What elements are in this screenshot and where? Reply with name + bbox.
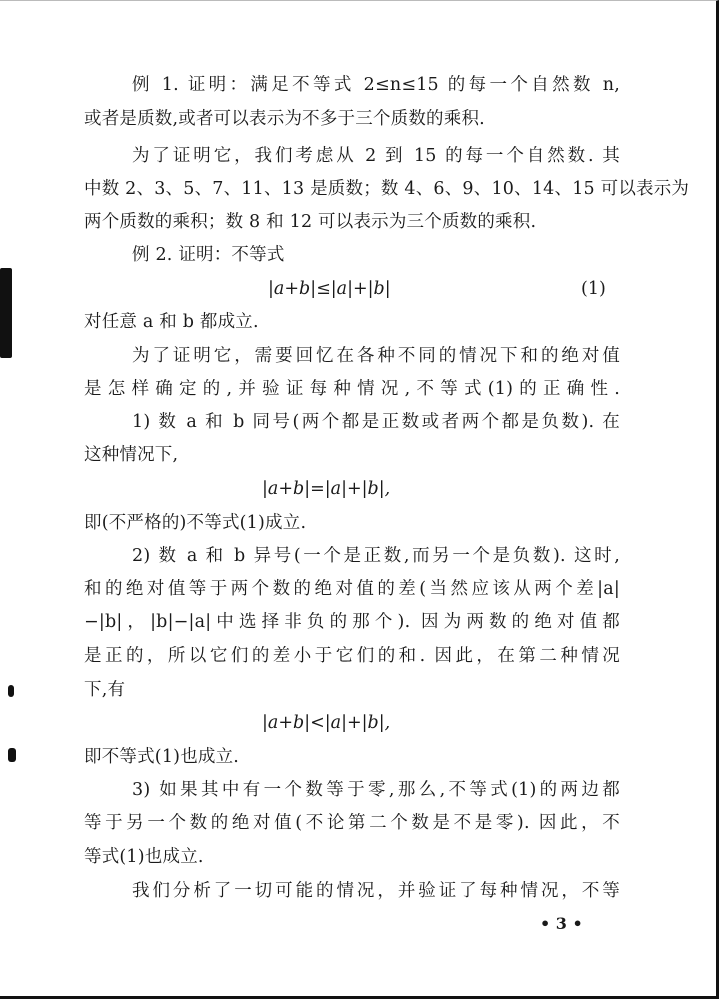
example-1-line: 例 1. 证明：满足不等式 2≤n≤15 的每一个自然数 n, xyxy=(132,75,620,95)
equality-formula: |a+b|=|a|+|b|, xyxy=(262,479,391,499)
text-line: 或者是质数,或者可以表示为不多于三个质数的乘积. xyxy=(84,109,485,129)
text-line: 即(不严格的)不等式(1)成立. xyxy=(84,513,307,533)
text-line: 是怎样确定的,并验证每种情况,不等式(1)的正确性. xyxy=(84,379,620,399)
scan-speck xyxy=(8,685,14,697)
case-3-line: 3) 如果其中有一个数等于零,那么,不等式(1)的两边都 xyxy=(132,780,620,800)
text-line: −|b|，|b|−|a|中选择非负的那个). 因为两数的绝对值都 xyxy=(84,612,620,632)
scan-mark-left xyxy=(0,268,12,358)
text-line: 中数 2、3、5、7、11、13 是质数；数 4、6、9、10、14、15 可以表示为 xyxy=(84,179,690,199)
example-2-line: 例 2. 证明：不等式 xyxy=(132,245,285,265)
text-line: 为了证明它，需要回忆在各种不同的情况下和的绝对值 xyxy=(132,346,620,366)
text-line: 等式(1)也成立. xyxy=(84,847,204,867)
scan-speck xyxy=(8,748,16,762)
text-line: 等于另一个数的绝对值(不论第二个数是不是零). 因此，不 xyxy=(84,813,620,833)
text-line: 下,有 xyxy=(84,680,126,700)
case-1-line: 1) 数 a 和 b 同号(两个都是正数或者两个都是负数). 在 xyxy=(132,412,620,432)
inequality-formula: |a+b|≤|a|+|b| xyxy=(268,279,391,299)
case-2-line: 2) 数 a 和 b 异号(一个是正数,而另一个是负数). 这时, xyxy=(132,546,620,566)
text-line: 我们分析了一切可能的情况，并验证了每种情况，不等 xyxy=(132,881,620,901)
page-number: • 3 • xyxy=(540,914,583,933)
text-line: 即不等式(1)也成立. xyxy=(84,747,240,767)
strict-inequality-formula: |a+b|<|a|+|b|, xyxy=(262,713,391,733)
text-line: 是正的，所以它们的差小于它们的和. 因此，在第二种情况 xyxy=(84,646,620,666)
text-line: 为了证明它，我们考虑从 2 到 15 的每一个自然数. 其 xyxy=(132,146,620,166)
text-line: 对任意 a 和 b 都成立. xyxy=(84,312,259,332)
text-line: 和的绝对值等于两个数的绝对值的差(当然应该从两个差|a| xyxy=(84,579,620,599)
equation-number: (1) xyxy=(581,279,606,299)
text-line: 这种情况下, xyxy=(84,445,179,465)
text-line: 两个质数的乘积；数 8 和 12 可以表示为三个质数的乘积. xyxy=(84,212,537,232)
